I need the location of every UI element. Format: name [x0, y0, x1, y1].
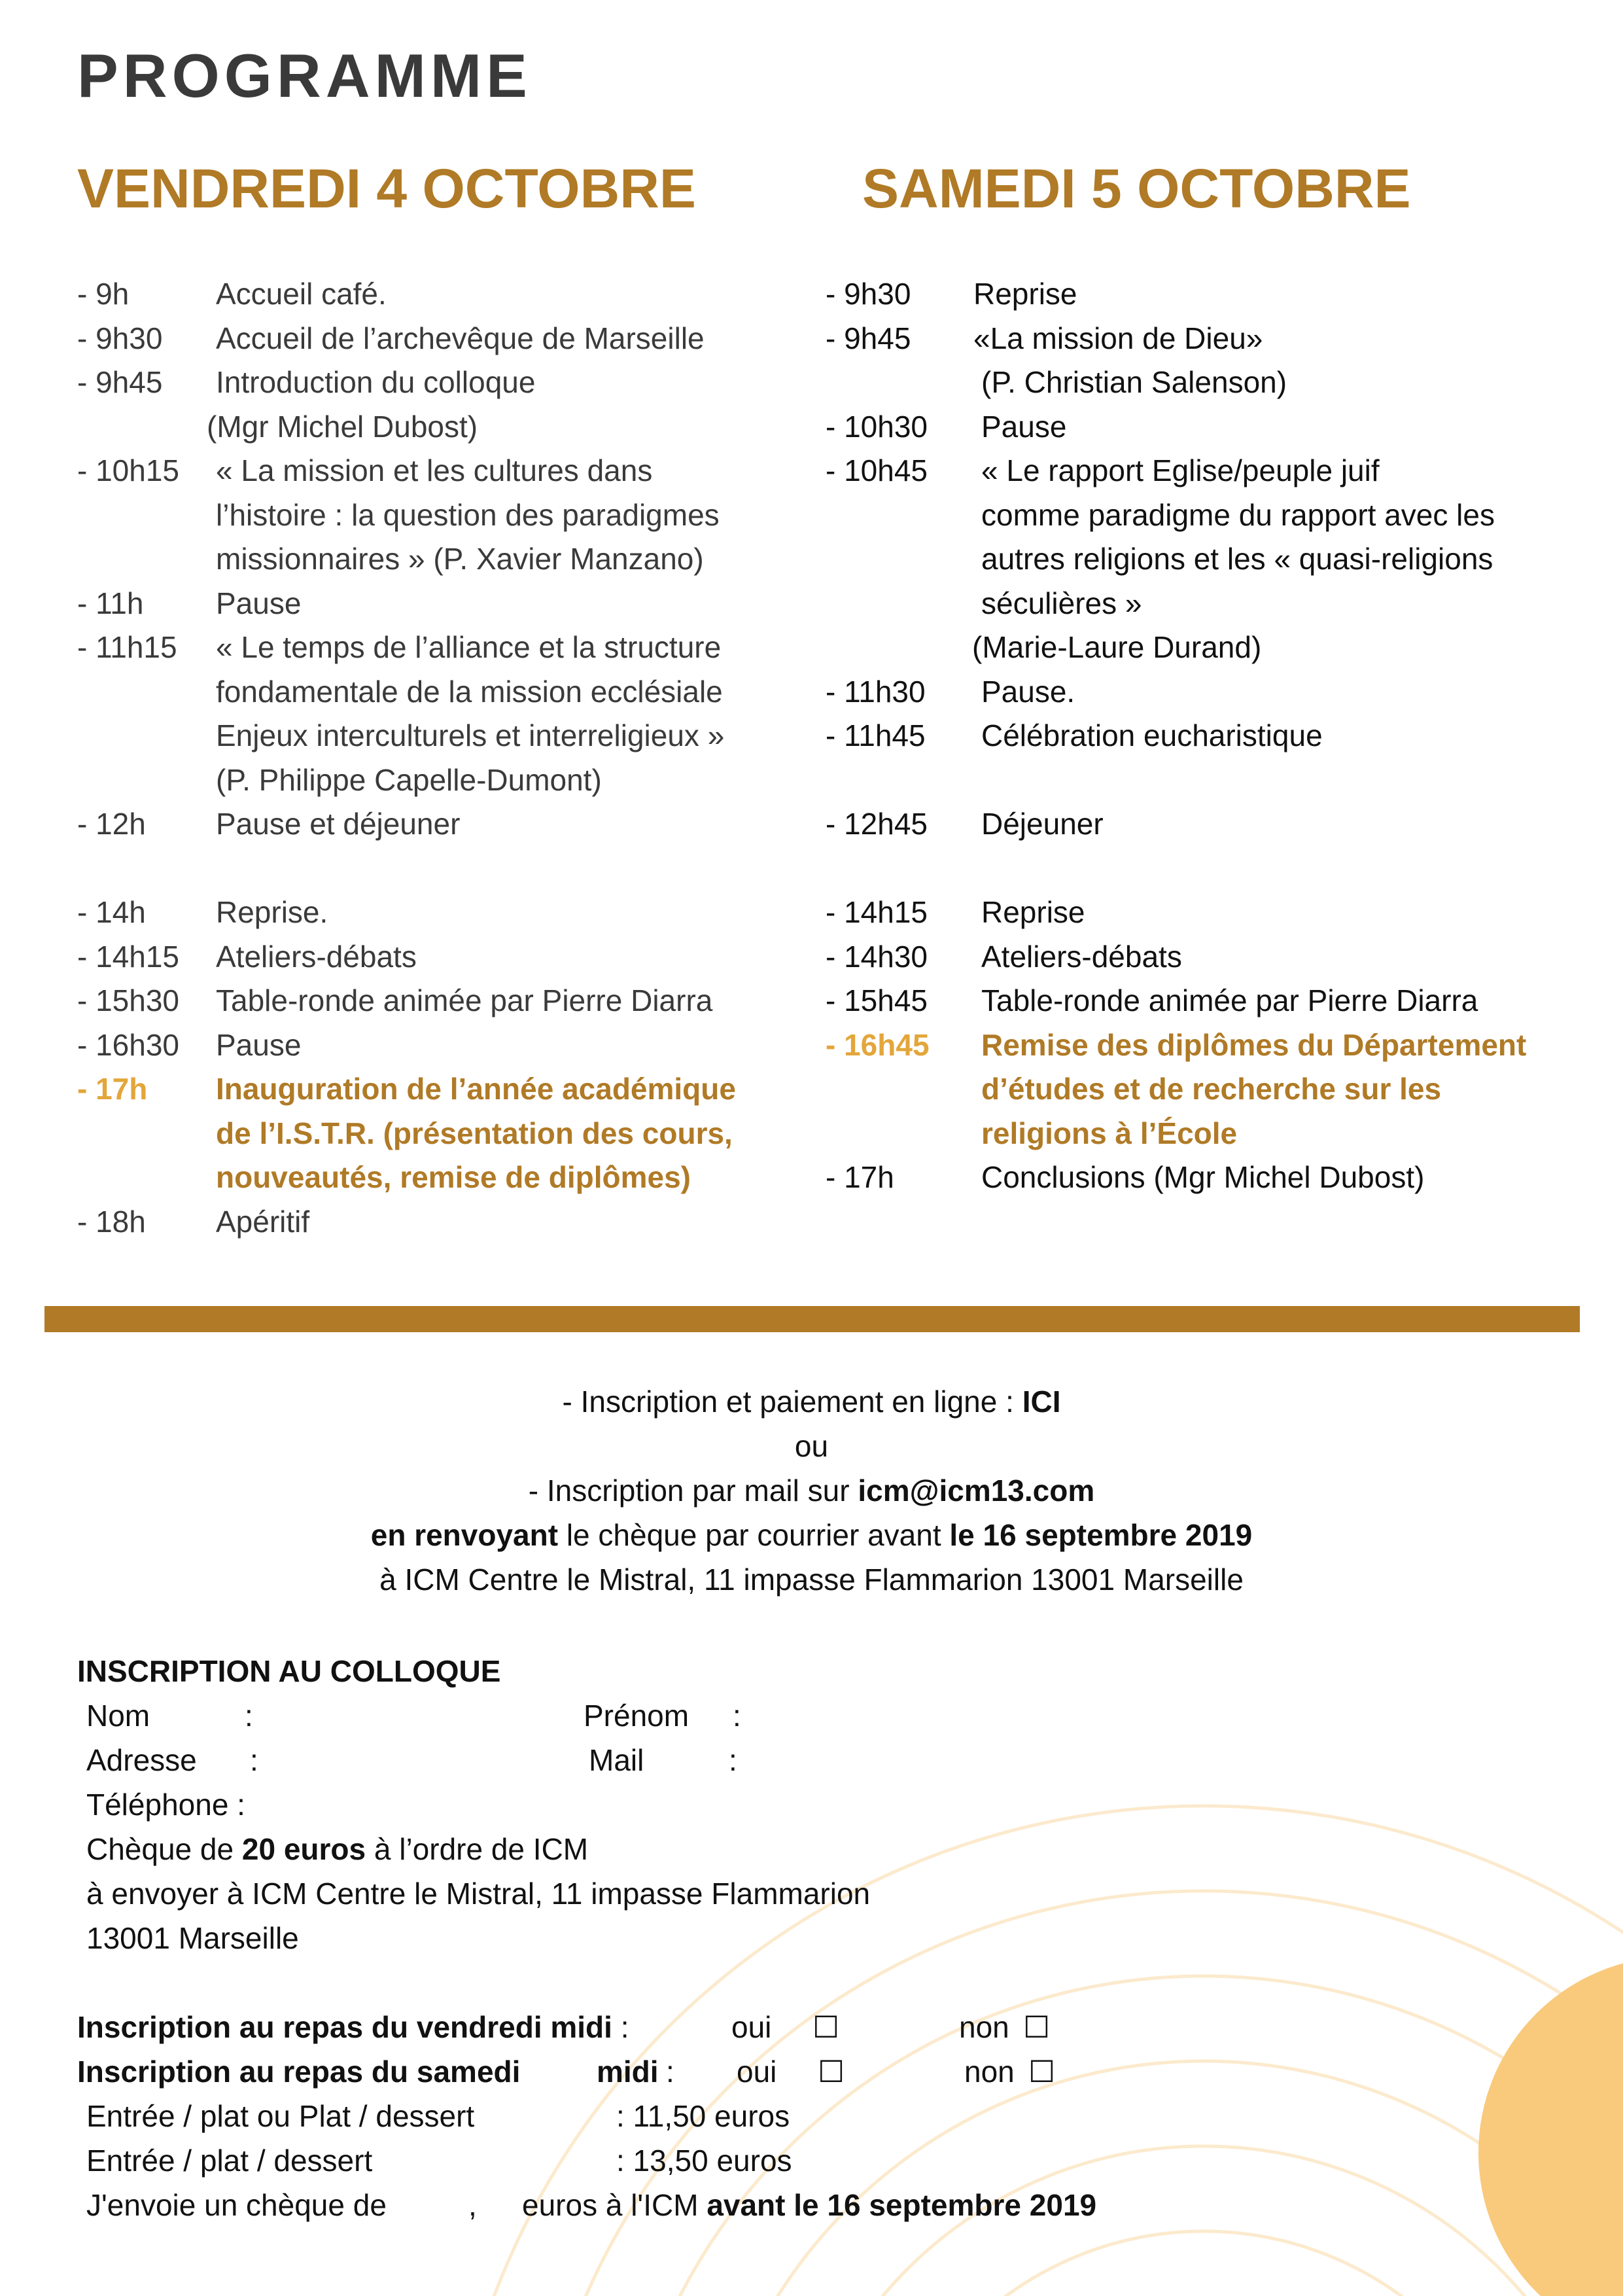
schedule-text: « Le rapport Eglise/peuple juif	[981, 453, 1380, 487]
schedule-text: (Mgr Michel Dubost)	[207, 409, 478, 444]
schedule-time: - 9h45	[77, 365, 163, 399]
schedule-row	[826, 1023, 1611, 1068]
schedule-time: - 11h30	[826, 674, 926, 709]
schedule-row	[826, 405, 1611, 450]
schedule-row	[826, 537, 1611, 582]
schedule-text: Accueil café.	[216, 277, 387, 311]
schedule-time: - 16h45	[826, 1027, 930, 1062]
envoi-label: J'envoie un chèque de	[86, 2188, 387, 2222]
schedule-row	[826, 802, 1611, 847]
schedule-text: Reprise	[981, 895, 1085, 929]
mail-label: Mail	[589, 1743, 644, 1777]
online-line: - Inscription et paiement en ligne : ICI	[562, 1385, 1061, 1419]
envoi-tail: euros à l'ICM avant le 16 septembre 2019	[522, 2188, 1097, 2222]
vendredi-oui-checkbox[interactable]: ☐	[812, 2010, 840, 2044]
ici-link[interactable]: ICI	[1022, 1385, 1061, 1419]
ville-line: 13001 Marseille	[86, 1921, 299, 1955]
page-title: PROGRAMME	[77, 41, 532, 110]
schedule-time: - 9h	[77, 277, 130, 311]
schedule-time: - 10h15	[77, 453, 180, 487]
day2-heading: SAMEDI 5 OCTOBRE	[862, 158, 1411, 219]
schedule-row	[77, 537, 810, 582]
cheque-line: en renvoyant le chèque par courrier avant le 16 septembre 2019	[370, 1518, 1253, 1552]
schedule-row	[826, 361, 1611, 405]
option1-price: : 11,50 euros	[616, 2099, 790, 2133]
schedule-time: - 11h	[77, 586, 144, 620]
schedule-time: - 12h45	[826, 807, 928, 841]
schedule-row	[77, 449, 810, 493]
day2-schedule	[826, 272, 1611, 1200]
schedule-time: - 16h30	[77, 1027, 180, 1062]
inscription-info	[0, 1379, 1623, 1602]
schedule-time: - 14h15	[826, 895, 928, 929]
schedule-row	[826, 626, 1611, 670]
schedule-row	[826, 317, 1611, 361]
schedule-text: nouveautés, remise de diplômes)	[216, 1160, 691, 1194]
schedule-row	[77, 1112, 810, 1156]
schedule-row	[77, 582, 810, 626]
vendredi-oui-label: oui	[731, 2010, 772, 2044]
schedule-text: autres religions et les « quasi-religions	[981, 542, 1493, 576]
schedule-text: Remise des diplômes du Département	[981, 1027, 1527, 1062]
repas-vendredi-label: Inscription au repas du vendredi midi :	[77, 2010, 629, 2044]
schedule-text: d’études et de recherche sur les	[981, 1072, 1442, 1106]
schedule-time: - 14h	[77, 895, 146, 929]
schedule-text: Célébration eucharistique	[981, 718, 1323, 752]
schedule-text: Ateliers-débats	[216, 939, 417, 974]
schedule-row	[77, 361, 810, 405]
schedule-text: Accueil de l’archevêque de Marseille	[216, 321, 705, 355]
schedule-text: comme paradigme du rapport avec les	[981, 497, 1495, 532]
schedule-text: Enjeux interculturels et interreligieux »	[216, 718, 725, 752]
nom-label: Nom	[86, 1699, 150, 1733]
schedule-text: Reprise	[973, 277, 1077, 311]
schedule-time: - 14h30	[826, 939, 928, 974]
schedule-row	[826, 493, 1611, 538]
schedule-row	[77, 1023, 810, 1068]
schedule-text: (Marie-Laure Durand)	[972, 630, 1262, 664]
schedule-text: Reprise.	[216, 895, 328, 929]
vendredi-non-label: non	[959, 2010, 1009, 2044]
schedule-row	[77, 935, 810, 980]
schedule-time: - 9h30	[77, 321, 163, 355]
address-line: à ICM Centre le Mistral, 11 impasse Flammarion 13001 Marseille	[379, 1563, 1244, 1597]
schedule-row	[77, 272, 810, 317]
schedule-text: Pause	[216, 1027, 302, 1062]
schedule-row	[826, 449, 1611, 493]
schedule-text: l’histoire : la question des paradigmes	[216, 497, 720, 532]
cheque-info: Chèque de 20 euros à l’ordre de ICM	[86, 1832, 589, 1866]
schedule-text: Déjeuner	[981, 807, 1104, 841]
schedule-text: Ateliers-débats	[981, 939, 1182, 974]
schedule-text: Apéritif	[216, 1204, 310, 1239]
schedule-text: Table-ronde animée par Pierre Diarra	[981, 983, 1478, 1017]
schedule-row	[77, 670, 810, 715]
schedule-row	[77, 802, 810, 847]
schedule-row	[77, 891, 810, 935]
schedule-row	[826, 758, 1611, 803]
schedule-time: - 11h45	[826, 718, 926, 752]
schedule-time: - 12h	[77, 807, 146, 841]
schedule-row	[77, 317, 810, 361]
schedule-row	[77, 979, 810, 1023]
schedule-row	[77, 1067, 810, 1112]
schedule-text: religions à l’École	[981, 1116, 1238, 1150]
schedule-time: - 10h45	[826, 453, 928, 487]
schedule-row	[77, 1200, 810, 1245]
schedule-time: - 11h15	[77, 630, 177, 664]
schedule-text: «La mission de Dieu»	[973, 321, 1263, 355]
day1-schedule	[77, 272, 810, 1244]
schedule-time: - 9h45	[826, 321, 911, 355]
schedule-time: - 17h	[77, 1072, 148, 1106]
mail-line: - Inscription par mail sur icm@icm13.com	[528, 1474, 1095, 1508]
schedule-text: Introduction du colloque	[216, 365, 536, 399]
or-line: ou	[794, 1429, 829, 1463]
schedule-row	[826, 272, 1611, 317]
adresse-label: Adresse	[86, 1743, 197, 1777]
schedule-row	[826, 714, 1611, 758]
schedule-row	[826, 1067, 1611, 1112]
envoyer-line: à envoyer à ICM Centre le Mistral, 11 impasse Flammarion	[86, 1877, 871, 1911]
schedule-time: - 14h15	[77, 939, 180, 974]
samedi-oui-checkbox[interactable]: ☐	[818, 2055, 845, 2089]
schedule-row	[77, 405, 810, 450]
schedule-row	[826, 582, 1611, 626]
schedule-row	[77, 714, 810, 758]
schedule-time: - 15h45	[826, 983, 928, 1017]
schedule-row	[826, 1112, 1611, 1156]
schedule-row	[77, 758, 810, 803]
schedule-row	[826, 979, 1611, 1023]
schedule-time: - 15h30	[77, 983, 180, 1017]
schedule-text: Table-ronde animée par Pierre Diarra	[216, 983, 713, 1017]
schedule-time: - 9h30	[826, 277, 911, 311]
schedule-text: Inauguration de l’année académique	[216, 1072, 736, 1106]
orange-circle	[1478, 1956, 1623, 2296]
schedule-text: (P. Philippe Capelle-Dumont)	[216, 762, 602, 797]
schedule-text: missionnaires » (P. Xavier Manzano)	[216, 542, 704, 576]
schedule-text: Pause	[981, 409, 1067, 444]
samedi-non-checkbox[interactable]: ☐	[1028, 2055, 1056, 2089]
schedule-text: Pause.	[981, 674, 1075, 709]
schedule-row	[826, 891, 1611, 935]
schedule-row	[77, 626, 810, 670]
schedule-row	[826, 1156, 1611, 1200]
option1-label: Entrée / plat ou Plat / dessert	[86, 2099, 475, 2133]
schedule-time: - 10h30	[826, 409, 928, 444]
repas-samedi-label: Inscription au repas du samedi	[77, 2055, 521, 2089]
schedule-text: « La mission et les cultures dans	[216, 453, 653, 487]
email-link[interactable]: icm@icm13.com	[858, 1474, 1095, 1508]
option2-label: Entrée / plat / dessert	[86, 2144, 373, 2178]
schedule-text: « Le temps de l’alliance et la structure	[216, 630, 722, 664]
option2-price: : 13,50 euros	[616, 2144, 792, 2178]
schedule-text: Conclusions (Mgr Michel Dubost)	[981, 1160, 1425, 1194]
schedule-text: de l’I.S.T.R. (présentation des cours,	[216, 1116, 733, 1150]
samedi-non-label: non	[964, 2055, 1015, 2089]
schedule-row	[826, 670, 1611, 715]
telephone-label: Téléphone :	[86, 1788, 245, 1822]
schedule-time: - 17h	[826, 1160, 894, 1194]
schedule-text: Pause	[216, 586, 302, 620]
divider-bar	[44, 1306, 1580, 1332]
schedule-text: (P. Christian Salenson)	[981, 365, 1287, 399]
form-heading: INSCRIPTION AU COLLOQUE	[77, 1654, 501, 1688]
schedule-row	[826, 847, 1611, 891]
schedule-row	[826, 935, 1611, 980]
prenom-label: Prénom	[584, 1699, 689, 1733]
schedule-text: Pause et déjeuner	[216, 807, 461, 841]
day1-heading: VENDREDI 4 OCTOBRE	[77, 158, 696, 219]
schedule-row	[77, 1156, 810, 1200]
schedule-row	[77, 493, 810, 538]
schedule-text: séculières »	[981, 586, 1142, 620]
schedule-text: fondamentale de la mission ecclésiale	[216, 674, 723, 709]
schedule-row	[77, 847, 810, 891]
vendredi-non-checkbox[interactable]: ☐	[1023, 2010, 1051, 2044]
schedule-time: - 18h	[77, 1204, 146, 1239]
samedi-oui-label: oui	[737, 2055, 777, 2089]
